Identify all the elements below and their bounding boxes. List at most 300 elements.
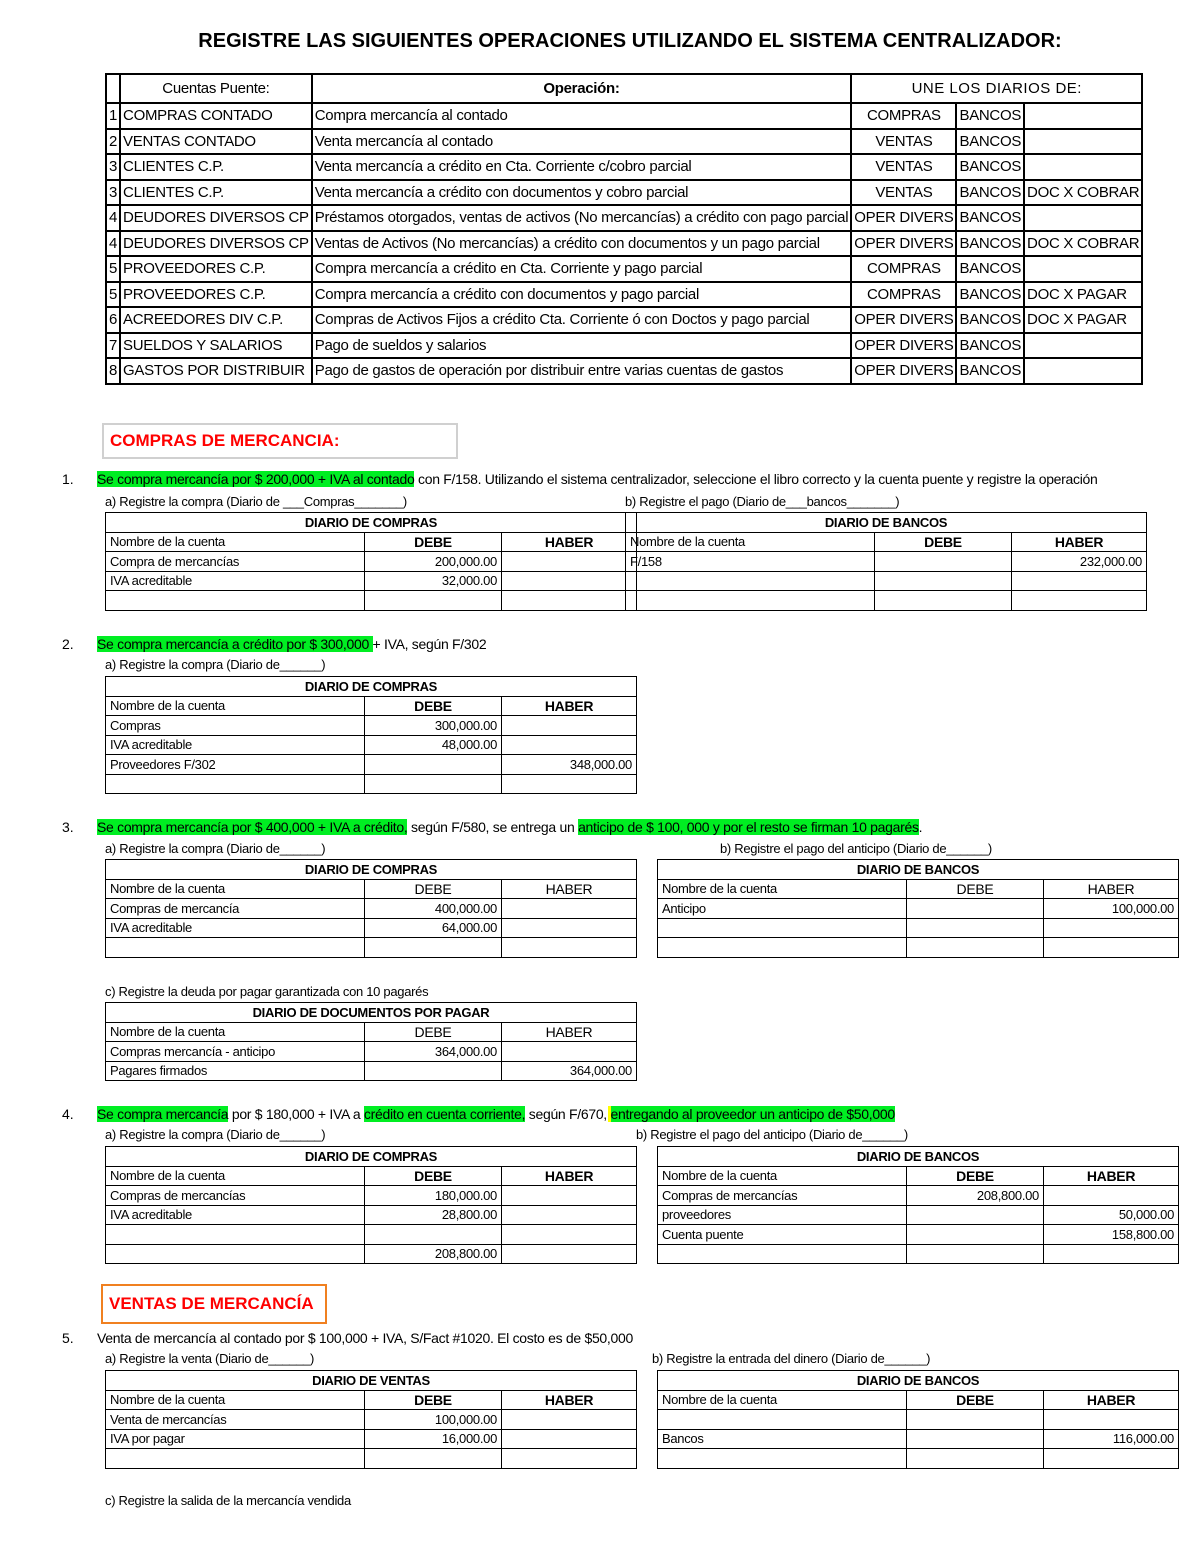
debe-value — [907, 1410, 1044, 1430]
row-number: 1 — [106, 103, 120, 129]
question-3-mid: según F/580, se entrega un — [407, 819, 579, 835]
table-row — [658, 1186, 1179, 1206]
operacion: Compra mercancía a crédito en Cta. Corriente y pago parcial — [312, 256, 851, 282]
operacion: Venta mercancía a crédito con documentos y cobro parcial — [312, 180, 851, 206]
row-number: 5 — [106, 282, 120, 308]
haber-value — [502, 774, 637, 794]
account-name — [658, 1244, 907, 1264]
haber-value — [502, 1429, 637, 1449]
haber-value — [1012, 571, 1147, 591]
operacion: Compra mercancía a crédito con documentos y pago parcial — [312, 282, 851, 308]
highlight: anticipo de $ 100, 000 y por el resto se firman 10 pagarés — [578, 819, 919, 835]
haber-value — [502, 591, 637, 611]
question-2-text — [97, 636, 486, 652]
section-ventas: VENTAS DE MERCANCÍA — [101, 1284, 327, 1324]
journal-title: DIARIO DE BANCOS — [658, 1371, 1179, 1391]
debe-value: 28,800.00 — [365, 1205, 502, 1225]
diario-2: BANCOS — [956, 282, 1024, 308]
diario-2: BANCOS — [956, 333, 1024, 359]
haber-value — [502, 918, 637, 938]
diario-2: BANCOS — [956, 154, 1024, 180]
journal-header-row — [658, 879, 1179, 899]
question-5-text: Venta de mercancía al contado por $ 100,000 + IVA, S/Fact #1020. El costo es de $50,000 — [97, 1330, 633, 1346]
haber-value — [1044, 1410, 1179, 1430]
table-row — [658, 918, 1179, 938]
question-2-rest: + IVA, según F/302 — [372, 636, 487, 652]
diario-2: BANCOS — [956, 231, 1024, 257]
highlight: Se compra mercancía — [97, 1106, 229, 1122]
table-row — [106, 129, 1142, 155]
journal-header-row — [106, 879, 637, 899]
cuenta-puente: PROVEEDORES C.P. — [120, 256, 312, 282]
account-name: Compras de mercancía — [106, 899, 365, 919]
table-row — [658, 1449, 1179, 1469]
question-3-end: . — [918, 819, 923, 835]
debe-value — [365, 938, 502, 958]
account-name: Pagares firmados — [106, 1061, 365, 1081]
haber-header: HABER — [502, 532, 637, 552]
haber-header: HABER — [1012, 532, 1147, 552]
diario-1: COMPRAS — [851, 103, 956, 129]
haber-header: HABER — [1044, 879, 1179, 899]
diario-3 — [1024, 256, 1142, 282]
table-row — [106, 735, 637, 755]
q3-instruction-a: a) Registre la compra (Diario de______) — [105, 841, 326, 856]
haber-value — [502, 552, 637, 572]
journal-title: DIARIO DE BANCOS — [626, 513, 1147, 533]
header-num — [106, 74, 120, 103]
q1-diario-bancos — [625, 512, 1147, 611]
account-name — [106, 938, 365, 958]
diario-3 — [1024, 154, 1142, 180]
debe-value — [365, 1061, 502, 1081]
haber-header: HABER — [502, 879, 637, 899]
q5-instruction-b: b) Registre la entrada del dinero (Diario de______) — [652, 1351, 931, 1366]
diario-3 — [1024, 205, 1142, 231]
table-row — [106, 307, 1142, 333]
table-row — [658, 938, 1179, 958]
haber-value: 348,000.00 — [502, 755, 637, 775]
table-header-row — [106, 74, 1142, 103]
account-name: Bancos — [658, 1429, 907, 1449]
account-name — [106, 1225, 365, 1245]
debe-value — [365, 1225, 502, 1245]
col-name-header: Nombre de la cuenta — [106, 879, 365, 899]
debe-value: 180,000.00 — [365, 1186, 502, 1206]
account-name: IVA por pagar — [106, 1429, 365, 1449]
haber-value — [502, 938, 637, 958]
debe-header: DEBE — [365, 1022, 502, 1042]
diario-2: BANCOS — [956, 180, 1024, 206]
section-compras: COMPRAS DE MERCANCIA: — [102, 423, 458, 459]
debe-header: DEBE — [365, 1390, 502, 1410]
haber-value: 364,000.00 — [502, 1061, 637, 1081]
table-row — [106, 571, 637, 591]
row-number: 5 — [106, 256, 120, 282]
row-number: 8 — [106, 358, 120, 384]
journal-title-row — [106, 677, 637, 697]
debe-header: DEBE — [365, 879, 502, 899]
table-row — [106, 154, 1142, 180]
q2-diario-compras — [105, 676, 637, 794]
table-row — [106, 358, 1142, 384]
question-1-rest: con F/158. Utilizando el sistema centralizador, seleccione el libro correcto y la cuenta puente y registre la operación — [414, 471, 1098, 487]
journal-header-row — [106, 1390, 637, 1410]
account-name — [658, 1410, 907, 1430]
table-row — [106, 1186, 637, 1206]
debe-value — [875, 552, 1012, 572]
debe-value — [907, 899, 1044, 919]
operacion: Pago de sueldos y salarios — [312, 333, 851, 359]
table-row — [106, 552, 637, 572]
q3-diario-bancos — [657, 859, 1179, 958]
debe-value: 64,000.00 — [365, 918, 502, 938]
q1-instruction-a: a) Registre la compra (Diario de ___Compras_______) — [105, 494, 407, 509]
table-row — [658, 899, 1179, 919]
account-name — [658, 918, 907, 938]
diario-1: VENTAS — [851, 129, 956, 155]
haber-value: 158,800.00 — [1044, 1225, 1179, 1245]
haber-header: HABER — [502, 1022, 637, 1042]
table-row — [106, 1061, 637, 1081]
haber-value — [502, 1449, 637, 1469]
debe-value: 48,000.00 — [365, 735, 502, 755]
header-operacion: Operación: — [312, 74, 851, 103]
diario-1: OPER DIVERS — [851, 205, 956, 231]
journal-title: DIARIO DE COMPRAS — [106, 677, 637, 697]
diario-2: BANCOS — [956, 256, 1024, 282]
table-row — [106, 1410, 637, 1430]
journal-title: DIARIO DE COMPRAS — [106, 513, 637, 533]
cuenta-puente: DEUDORES DIVERSOS CP — [120, 231, 312, 257]
cuenta-puente: DEUDORES DIVERSOS CP — [120, 205, 312, 231]
debe-value: 16,000.00 — [365, 1429, 502, 1449]
account-name: IVA acreditable — [106, 1205, 365, 1225]
diario-3 — [1024, 103, 1142, 129]
diario-3: DOC X COBRAR — [1024, 180, 1142, 206]
table-row — [658, 1429, 1179, 1449]
diario-1: VENTAS — [851, 154, 956, 180]
haber-value: 232,000.00 — [1012, 552, 1147, 572]
journal-title-row — [106, 860, 637, 880]
table-row — [626, 571, 1147, 591]
journal-title-row — [106, 1147, 637, 1167]
table-row — [626, 552, 1147, 572]
highlight: crédito en cuenta corriente, — [363, 1106, 526, 1122]
question-number: 5. — [62, 1330, 74, 1346]
table-row — [106, 1042, 637, 1062]
journal-header-row — [106, 1166, 637, 1186]
q5-instruction-c: c) Registre la salida de la mercancía vendida — [105, 1493, 351, 1508]
cuenta-puente: CLIENTES C.P. — [120, 154, 312, 180]
account-name — [106, 1449, 365, 1469]
q3-instruction-c: c) Registre la deuda por pagar garantizada con 10 pagarés — [105, 984, 429, 999]
debe-value — [875, 571, 1012, 591]
row-number: 7 — [106, 333, 120, 359]
operacion: Compras de Activos Fijos a crédito Cta. Corriente ó con Doctos y pago parcial — [312, 307, 851, 333]
debe-value — [365, 1449, 502, 1469]
account-name — [658, 938, 907, 958]
debe-header: DEBE — [365, 696, 502, 716]
highlight: Se compra mercancía por $ 400,000 + IVA a crédito, — [97, 819, 408, 835]
journal-title-row — [658, 1371, 1179, 1391]
operacion: Venta mercancía al contado — [312, 129, 851, 155]
haber-header: HABER — [502, 1390, 637, 1410]
debe-value — [907, 1205, 1044, 1225]
journal-title-row — [626, 513, 1147, 533]
journal-header-row — [626, 532, 1147, 552]
diario-1: VENTAS — [851, 180, 956, 206]
debe-value — [907, 1429, 1044, 1449]
table-row — [106, 231, 1142, 257]
debe-value: 208,800.00 — [907, 1186, 1044, 1206]
q5-diario-ventas — [105, 1370, 637, 1469]
account-name: Proveedores F/302 — [106, 755, 365, 775]
question-4-t2: según F/670, — [525, 1106, 611, 1122]
question-number: 3. — [62, 819, 74, 835]
row-number: 6 — [106, 307, 120, 333]
question-4-text — [97, 1106, 895, 1122]
diario-2: BANCOS — [956, 129, 1024, 155]
q3-diario-documentos — [105, 1002, 637, 1081]
operacion: Compra mercancía al contado — [312, 103, 851, 129]
q4-instruction-a: a) Registre la compra (Diario de______) — [105, 1127, 326, 1142]
table-row — [106, 591, 637, 611]
table-row — [106, 205, 1142, 231]
debe-value — [907, 918, 1044, 938]
page-title: REGISTRE LAS SIGUIENTES OPERACIONES UTILIZANDO EL SISTEMA CENTRALIZADOR: — [198, 30, 1062, 52]
account-name — [106, 1244, 365, 1264]
col-name-header: Nombre de la cuenta — [106, 696, 365, 716]
haber-value — [502, 735, 637, 755]
table-row — [658, 1205, 1179, 1225]
highlight: entregando al proveedor un anticipo de $50,000 — [610, 1106, 895, 1122]
account-name: F/158 — [626, 552, 875, 572]
q2-instruction-a: a) Registre la compra (Diario de______) — [105, 657, 326, 672]
q4-instruction-b: b) Registre el pago del anticipo (Diario de______) — [636, 1127, 908, 1142]
diario-1: OPER DIVERS — [851, 307, 956, 333]
highlight: Se compra mercancía a crédito por $ 300,000 — [97, 636, 373, 652]
cuenta-puente: SUELDOS Y SALARIOS — [120, 333, 312, 359]
debe-value: 200,000.00 — [365, 552, 502, 572]
col-name-header: Nombre de la cuenta — [626, 532, 875, 552]
col-name-header: Nombre de la cuenta — [106, 1166, 365, 1186]
diario-2: BANCOS — [956, 103, 1024, 129]
operacion: Préstamos otorgados, ventas de activos (No mercancías) a crédito con pago parcial — [312, 205, 851, 231]
question-1-text — [97, 471, 1098, 487]
journal-title: DIARIO DE COMPRAS — [106, 860, 637, 880]
debe-value — [365, 774, 502, 794]
diario-2: BANCOS — [956, 307, 1024, 333]
table-row — [658, 1225, 1179, 1245]
account-name: proveedores — [658, 1205, 907, 1225]
debe-value — [365, 591, 502, 611]
debe-value: 32,000.00 — [365, 571, 502, 591]
question-number: 2. — [62, 636, 74, 652]
journal-header-row — [658, 1166, 1179, 1186]
debe-value — [907, 1449, 1044, 1469]
table-row — [106, 1449, 637, 1469]
journal-header-row — [658, 1390, 1179, 1410]
account-name: IVA acreditable — [106, 571, 365, 591]
question-4-t1: por $ 180,000 + IVA a — [228, 1106, 364, 1122]
diario-3: DOC X PAGAR — [1024, 282, 1142, 308]
diario-3 — [1024, 358, 1142, 384]
table-row — [106, 918, 637, 938]
debe-value: 208,800.00 — [365, 1244, 502, 1264]
cuenta-puente: COMPRAS CONTADO — [120, 103, 312, 129]
col-name-header: Nombre de la cuenta — [106, 532, 365, 552]
question-number: 1. — [62, 471, 74, 487]
account-name: Compras de mercancías — [106, 1186, 365, 1206]
debe-header: DEBE — [365, 532, 502, 552]
debe-value: 100,000.00 — [365, 1410, 502, 1430]
diario-1: OPER DIVERS — [851, 333, 956, 359]
haber-value: 100,000.00 — [1044, 899, 1179, 919]
haber-value — [502, 1225, 637, 1245]
haber-value: 50,000.00 — [1044, 1205, 1179, 1225]
haber-value — [1044, 938, 1179, 958]
haber-value — [1044, 1449, 1179, 1469]
haber-value — [502, 1244, 637, 1264]
journal-title-row — [658, 860, 1179, 880]
debe-value — [907, 1225, 1044, 1245]
haber-header: HABER — [1044, 1166, 1179, 1186]
question-number: 4. — [62, 1106, 74, 1122]
header-cuentas: Cuentas Puente: — [120, 74, 312, 103]
journal-title: DIARIO DE DOCUMENTOS POR PAGAR — [106, 1003, 637, 1023]
account-name: Anticipo — [658, 899, 907, 919]
table-row — [106, 774, 637, 794]
journal-title-row — [658, 1147, 1179, 1167]
debe-header: DEBE — [907, 1166, 1044, 1186]
debe-value: 400,000.00 — [365, 899, 502, 919]
table-row — [626, 591, 1147, 611]
col-name-header: Nombre de la cuenta — [106, 1022, 365, 1042]
q3-diario-compras — [105, 859, 637, 958]
account-name: Venta de mercancías — [106, 1410, 365, 1430]
cuenta-puente: VENTAS CONTADO — [120, 129, 312, 155]
journal-title: DIARIO DE BANCOS — [658, 860, 1179, 880]
diario-3: DOC X COBRAR — [1024, 231, 1142, 257]
diario-2: BANCOS — [956, 205, 1024, 231]
q5-diario-bancos — [657, 1370, 1179, 1469]
q1-instruction-b: b) Registre el pago (Diario de___bancos_______) — [625, 494, 900, 509]
q4-diario-compras — [105, 1146, 637, 1264]
table-row — [658, 1410, 1179, 1430]
q4-diario-bancos — [657, 1146, 1179, 1264]
q1-diario-compras — [105, 512, 637, 611]
journal-header-row — [106, 696, 637, 716]
table-row — [106, 103, 1142, 129]
diario-2: BANCOS — [956, 358, 1024, 384]
row-number: 3 — [106, 180, 120, 206]
question-3-text — [97, 819, 922, 835]
cuenta-puente: GASTOS POR DISTRIBUIR — [120, 358, 312, 384]
journal-title-row — [106, 513, 637, 533]
table-row — [106, 1205, 637, 1225]
table-row — [106, 1225, 637, 1245]
header-diarios: UNE LOS DIARIOS DE: — [851, 74, 1142, 103]
table-row — [106, 716, 637, 736]
diario-3 — [1024, 333, 1142, 359]
debe-value — [907, 938, 1044, 958]
diario-3 — [1024, 129, 1142, 155]
table-row — [106, 755, 637, 775]
table-row — [106, 256, 1142, 282]
account-name: Compras mercancía - anticipo — [106, 1042, 365, 1062]
journal-title: DIARIO DE BANCOS — [658, 1147, 1179, 1167]
haber-header: HABER — [502, 696, 637, 716]
debe-header: DEBE — [907, 1390, 1044, 1410]
table-row — [106, 1429, 637, 1449]
debe-value — [365, 755, 502, 775]
haber-value — [502, 1205, 637, 1225]
table-row — [106, 333, 1142, 359]
haber-value — [1044, 1244, 1179, 1264]
account-name: Compras — [106, 716, 365, 736]
col-name-header: Nombre de la cuenta — [658, 1390, 907, 1410]
cuenta-puente: PROVEEDORES C.P. — [120, 282, 312, 308]
debe-value — [875, 591, 1012, 611]
account-name: Compras de mercancías — [658, 1186, 907, 1206]
table-row — [106, 180, 1142, 206]
debe-header: DEBE — [907, 879, 1044, 899]
table-row — [106, 938, 637, 958]
journal-header-row — [106, 1022, 637, 1042]
cuenta-puente: CLIENTES C.P. — [120, 180, 312, 206]
cuentas-puente-table — [105, 73, 1143, 385]
haber-value — [1044, 918, 1179, 938]
row-number: 2 — [106, 129, 120, 155]
journal-title: DIARIO DE COMPRAS — [106, 1147, 637, 1167]
q5-instruction-a: a) Registre la venta (Diario de______) — [105, 1351, 314, 1366]
col-name-header: Nombre de la cuenta — [658, 879, 907, 899]
col-name-header: Nombre de la cuenta — [658, 1166, 907, 1186]
account-name — [106, 591, 365, 611]
journal-title-row — [106, 1371, 637, 1391]
haber-value — [502, 1410, 637, 1430]
haber-value: 116,000.00 — [1044, 1429, 1179, 1449]
journal-title-row — [106, 1003, 637, 1023]
q3-instruction-b: b) Registre el pago del anticipo (Diario de______) — [720, 841, 992, 856]
row-number: 4 — [106, 205, 120, 231]
main-table-body — [106, 103, 1142, 384]
operacion: Venta mercancía a crédito en Cta. Corriente c/cobro parcial — [312, 154, 851, 180]
diario-3: DOC X PAGAR — [1024, 307, 1142, 333]
account-name: IVA acreditable — [106, 735, 365, 755]
account-name — [106, 774, 365, 794]
journal-title: DIARIO DE VENTAS — [106, 1371, 637, 1391]
debe-header: DEBE — [875, 532, 1012, 552]
account-name — [626, 591, 875, 611]
diario-1: OPER DIVERS — [851, 358, 956, 384]
account-name — [626, 571, 875, 591]
row-number: 4 — [106, 231, 120, 257]
account-name — [658, 1449, 907, 1469]
debe-value: 364,000.00 — [365, 1042, 502, 1062]
diario-1: COMPRAS — [851, 256, 956, 282]
haber-value — [1012, 591, 1147, 611]
table-row — [106, 282, 1142, 308]
haber-value — [502, 899, 637, 919]
haber-value — [502, 716, 637, 736]
haber-value — [502, 571, 637, 591]
table-row — [106, 1244, 637, 1264]
journal-header-row — [106, 532, 637, 552]
highlight: Se compra mercancía por $ 200,000 + IVA al contado — [97, 471, 415, 487]
diario-1: OPER DIVERS — [851, 231, 956, 257]
